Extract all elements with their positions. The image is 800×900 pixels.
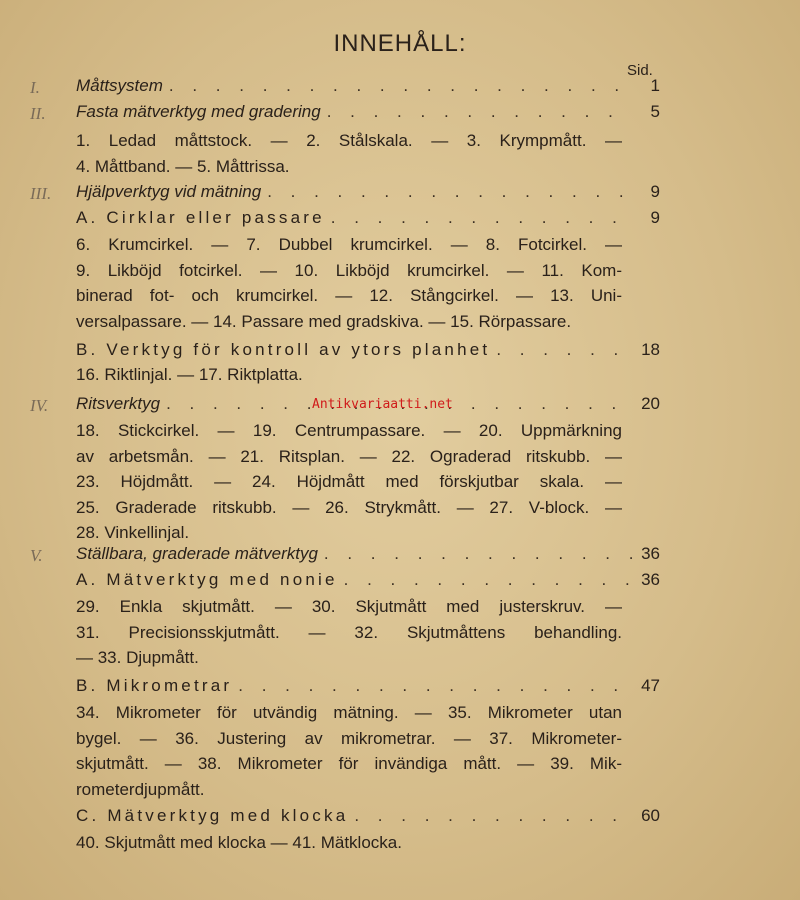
section-5c-title: C. Mätverktyg med klocka (76, 806, 349, 825)
content-line: 34. Mikrometer för utvändig mätning. — 35. Mikrometer utan (76, 703, 622, 722)
content-line: av arbetsmån. — 21. Ritsplan. — 22. Ograderad ritskubb. — (76, 446, 622, 466)
section-3b-page: 18 (641, 340, 660, 359)
section-4-numeral: IV. (30, 396, 49, 415)
section-5b-contents (76, 700, 622, 802)
section-3a-entry (76, 208, 660, 234)
section-1-title: Måttsystem (76, 76, 163, 95)
leader-dots (169, 76, 632, 96)
leader-dots (344, 570, 632, 590)
section-3b-title: B. Verktyg för kontroll av ytors planhet (76, 340, 491, 359)
section-3-numeral: III. (30, 184, 52, 203)
leader-dots (354, 806, 632, 826)
content-line: rometerdjupmått. (76, 779, 205, 799)
content-line: 18. Stickcirkel. — 19. Centrumpassare. — 20. Uppmärkning (76, 421, 622, 440)
section-3-title: Hjälpverktyg vid mätning (76, 182, 262, 201)
section-3a-title: A. Cirklar eller passare (76, 208, 325, 227)
section-1-page: 1 (650, 76, 660, 95)
section-3b-contents (76, 362, 622, 388)
content-line: versalpassare. — 14. Passare med gradskiva. — 15. Rörpassare. (76, 311, 572, 331)
section-4-title: Ritsverktyg (76, 394, 161, 413)
section-2-numeral: II. (30, 104, 46, 123)
section-5b-title: B. Mikrometrar (76, 676, 233, 695)
section-3a-contents (76, 232, 622, 334)
leader-dots (327, 102, 632, 122)
section-2-page: 5 (650, 102, 660, 121)
section-3-entry (76, 182, 660, 208)
section-4-contents (76, 418, 622, 546)
section-5a-title: A. Mätverktyg med nonie (76, 570, 338, 589)
content-line: 16. Riktlinjal. — 17. Riktplatta. (76, 365, 303, 384)
content-line: 4. Måttband. — 5. Måttrissa. (76, 156, 290, 176)
content-line: 23. Höjdmått. — 24. Höjdmått med förskjutbar skala. — (76, 472, 622, 491)
content-line: binerad fot- och krumcirkel. — 12. Stångcirkel. — 13. Uni- (76, 286, 622, 305)
watermark: Antikvariaatti.net (312, 397, 453, 412)
content-line: 6. Krumcirkel. — 7. Dubbel krumcirkel. — 8. Fotcirkel. — (76, 235, 622, 254)
section-1-entry (76, 76, 660, 102)
section-2-contents (76, 128, 622, 179)
leader-dots (238, 676, 632, 696)
content-line: 1. Ledad måttstock. — 2. Stålskala. — 3. Krympmått. — (76, 131, 622, 150)
content-line: bygel. — 36. Justering av mikrometrar. — 37. Mikrometer- (76, 728, 622, 748)
section-5-entry (76, 544, 660, 570)
section-5b-page: 47 (641, 676, 660, 695)
section-5-numeral: V. (30, 546, 43, 565)
section-5a-contents (76, 594, 622, 671)
content-line: 40. Skjutmått med klocka — 41. Mätklocka. (76, 833, 402, 852)
section-5b-entry (76, 676, 660, 702)
leader-dots (496, 340, 632, 360)
section-2-entry (76, 102, 660, 128)
content-line: skjutmått. — 38. Mikrometer för invändiga mått. — 39. Mik- (76, 754, 622, 773)
section-5c-entry (76, 806, 660, 832)
section-1-numeral: I. (30, 78, 40, 97)
section-5-page: 36 (641, 544, 660, 563)
content-line: 9. Likböjd fotcirkel. — 10. Likböjd krumcirkel. — 11. Kom- (76, 260, 622, 280)
section-3a-page: 9 (650, 208, 660, 227)
content-line: 25. Graderade ritskubb. — 26. Strykmått. — 27. V-block. — (76, 497, 622, 517)
section-5a-entry (76, 570, 660, 596)
content-line: — 33. Djupmått. (76, 648, 199, 667)
leader-dots (331, 208, 632, 228)
section-5a-page: 36 (641, 570, 660, 589)
content-line: 29. Enkla skjutmått. — 30. Skjutmått med justerskruv. — (76, 597, 622, 616)
leader-dots (267, 182, 632, 202)
section-5-title: Ställbara, graderade mätverktyg (76, 544, 318, 563)
section-5c-page: 60 (641, 806, 660, 825)
page-column-header: Sid. (627, 62, 653, 79)
page-title: INNEHÅLL: (333, 30, 467, 57)
leader-dots (324, 544, 632, 564)
content-line: 31. Precisionsskjutmått. — 32. Skjutmåttens behandling. (76, 622, 622, 642)
section-3-page: 9 (650, 182, 660, 201)
section-2-title: Fasta mätverktyg med gradering (76, 102, 321, 121)
section-4-page: 20 (641, 394, 660, 413)
section-5c-contents (76, 830, 622, 856)
content-line: 28. Vinkellinjal. (76, 523, 190, 542)
